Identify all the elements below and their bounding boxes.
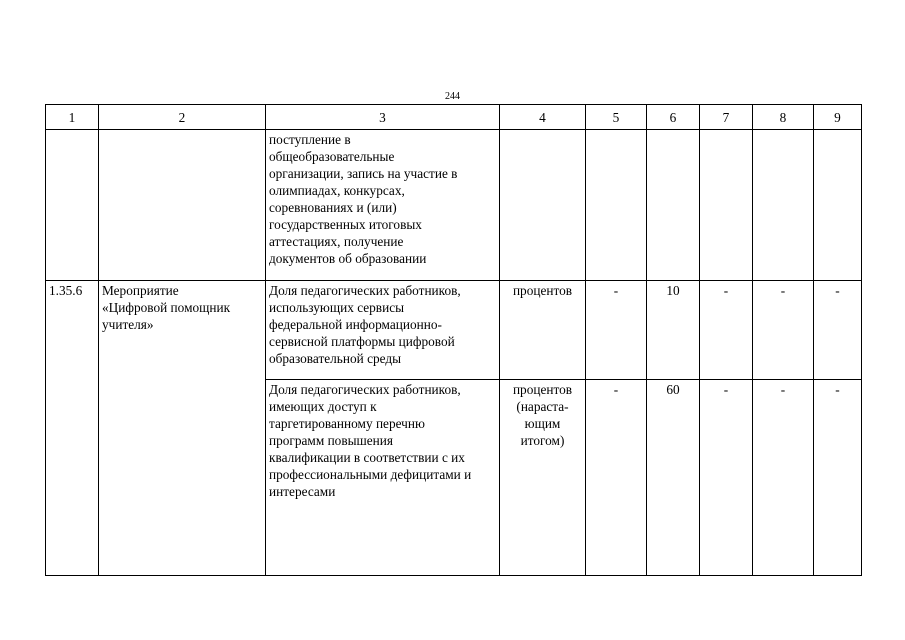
unit-cell: процентов (нараста- ющим итогом): [500, 380, 586, 576]
value-cell: 10: [647, 281, 700, 380]
header-cell: 8: [753, 105, 814, 130]
indicator-cell: Доля педагогических работников, использующих сервисы федеральной информационно- сервисной платформы цифровой образовательной среды: [266, 281, 500, 380]
code-cell: 1.35.6: [46, 281, 99, 576]
table-row: [46, 130, 862, 281]
value-cell: [647, 130, 700, 281]
value-cell: [700, 130, 753, 281]
value-cell: -: [753, 380, 814, 576]
header-cell: 3: [266, 105, 500, 130]
value-cell: [814, 130, 862, 281]
activity-cell: Мероприятие «Цифровой помощник учителя»: [99, 281, 266, 576]
value-cell: -: [586, 281, 647, 380]
value-cell: [586, 130, 647, 281]
header-cell: 2: [99, 105, 266, 130]
activity-cell: [99, 130, 266, 281]
indicator-cell: Доля педагогических работников, имеющих доступ к таргетированному перечню программ повышения квалификации в соответствии с их профессиональными дефицитами и интересами: [266, 380, 500, 576]
table-row: [46, 281, 862, 380]
value-cell: -: [586, 380, 647, 576]
header-cell: 9: [814, 105, 862, 130]
header-cell: 4: [500, 105, 586, 130]
indicators-table: [45, 104, 862, 576]
value-cell: -: [814, 281, 862, 380]
value-cell: -: [753, 281, 814, 380]
value-cell: -: [700, 380, 753, 576]
unit-cell: [500, 130, 586, 281]
header-cell: 7: [700, 105, 753, 130]
value-cell: 60: [647, 380, 700, 576]
code-cell: [46, 130, 99, 281]
value-cell: -: [814, 380, 862, 576]
table-header-row: [46, 105, 862, 130]
value-cell: [753, 130, 814, 281]
page-number: 244: [445, 91, 460, 102]
header-cell: 1: [46, 105, 99, 130]
header-cell: 5: [586, 105, 647, 130]
value-cell: -: [700, 281, 753, 380]
unit-cell: процентов: [500, 281, 586, 380]
header-cell: 6: [647, 105, 700, 130]
indicator-cell: поступление в общеобразовательные организации, запись на участие в олимпиадах, конкурсах, соревнованиях и (или) государственных итоговых аттестациях, получение документов об образовании: [266, 130, 500, 281]
